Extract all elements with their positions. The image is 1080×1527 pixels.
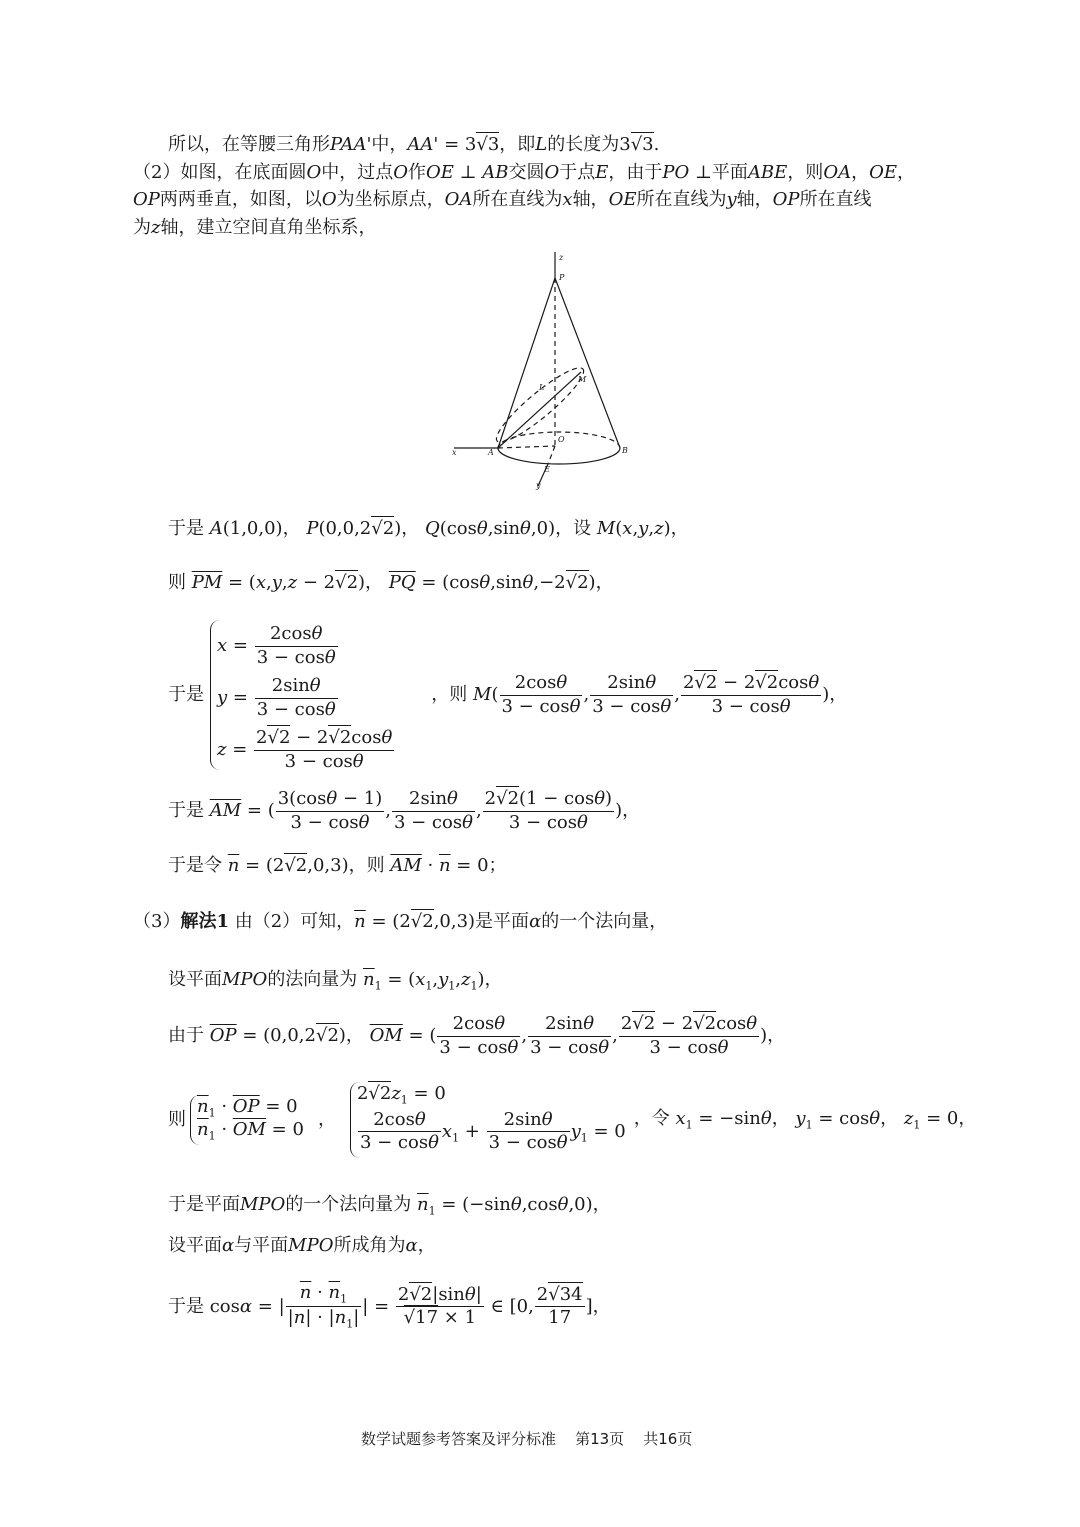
footer-page: 第13页 [575,1430,625,1448]
label-e: E [544,465,550,474]
label-o: O [558,435,565,444]
x-axis-dashed [498,446,555,448]
section-curve [489,360,590,450]
n1-result: 于是平面MPO的一个法向量为 $\overline{n}_1 = (-\sin\theta,\cos\theta,0)$， [168,1194,611,1218]
coords-line: 于是 A(1,0,0)， P(0,0,2√2)， Q(cosθ,sinθ,0)，设 M(x,y,z)， [168,518,689,539]
label-z: z [559,253,564,262]
angle-definition: 设平面α与平面MPO所成角为α， [168,1235,436,1256]
label-y: y [536,481,541,490]
label-a: A [488,448,494,457]
text-line-1: 所以，在等腰三角形PAA'中，AA' = 3√3，即L的长度为3√3. [168,134,660,155]
label-l: L [539,383,545,392]
am-line: 于是 $\overline{AM}$ = ( $\frac{3(\cos\theta - 1)}{3 - \cos\theta}$ , $\frac{2\sin\theta}{3 - \cos\theta}$ , $\frac{2√2(1 - \cos\theta)}{3 - \cos\theta}$ )， [168,788,641,833]
label-b: B [622,446,628,455]
label-x: x [452,448,457,457]
cos-line: 于是 cosα = | $\frac{\overline{n} \cdot \overline{n}_1}{|\overline{n}| \cdot |\overline{n}_1|}$ | = $\frac{2√2|\sin\theta|}{√17 \times 1}$ ∈ [0, $\frac{2√34}{17}$ ]， [168,1282,611,1331]
vectors-line: 则 $\overline{PM} = (x,y,z - 2√2)$， $\overline{PQ} = (\cos\theta,\sin\theta,-2√2)$， [168,572,614,593]
op-om-line: 由于 $\overline{OP} = (0,0,2√2)$， $\overline{OM}$ = ( $\frac{2\cos\theta}{3 - \cos\theta}$ , $\frac{2\sin\theta}{3 - \cos\theta}$ , $\frac{2√2 - 2√2\cos\theta}{3 - \cos\theta}$ )， [168,1013,786,1058]
footer-title: 数学试题参考答案及评分标准 [361,1430,557,1448]
text-line-2: （2）如图，在底面圆O中，过点O作OE ⊥ AB交圆O于点E，由于PO ⊥平面ABE，则OA，OE， [133,162,915,183]
text-line-3: OP两两垂直，如图，以O为坐标原点，OA所在直线为x轴，OE所在直线为y轴，OP所在直线 [133,189,872,210]
system-2: 则 $\overline{n}_1 \cdot \overline{OP} = 0$ $\overline{n}_1 \cdot \overline{OM} = 0$ ， $2√2z_1 = 0$ $\frac{2\cos\theta}{3 - \cos\theta}$ $x_1$ + $\frac{2\sin\theta}{3 - \cos\theta}$ $y_1 = 0$ ，令 $x_1 = -\sin\theta$， $y_1 = \cos\theta$， $z_1 = 0$， [168,1082,976,1158]
system-1: 于是 x = $\frac{2\cos\theta}{3 - \cos\theta}$ y = $\frac{2\sin\theta}{3 - \cos\theta}$ z = $\frac{2√2 - 2√2\cos\theta}{3 - \cos\theta}$ ，则 M( $\frac{2\cos\theta}{3 - \cos\theta}$ , $\frac{2\sin\theta}{3 - \cos\theta}$ , $\frac{2√2 - 2√2\cos\theta}{3 - \cos\theta}$ )， [168,620,847,770]
n-definition: 于是令 $\overline{n} = (2√2,0,3)$，则 $\overline{AM} \cdot \overline{n} = 0$； [168,855,507,876]
y-axis-dashed [548,446,555,464]
n1-definition: 设平面MPO的法向量为 $\overline{n}_1 = (x_1,y_1,z_1)$， [168,969,503,993]
text-line-4: 为z轴，建立空间直角坐标系， [133,217,377,238]
label-p: P [559,273,565,282]
footer-total: 共16页 [643,1430,693,1448]
text-source [0,0,1,1]
base-front [498,448,620,464]
page-footer [361,1432,692,1447]
part-3-heading: （3）解法1 由（2）可知，$\overline{n} = (2√2,0,3)$是平面α的一个法向量， [133,911,668,932]
cone-side-right [555,278,620,448]
label-m: M [578,375,587,384]
cone-figure [440,250,660,490]
